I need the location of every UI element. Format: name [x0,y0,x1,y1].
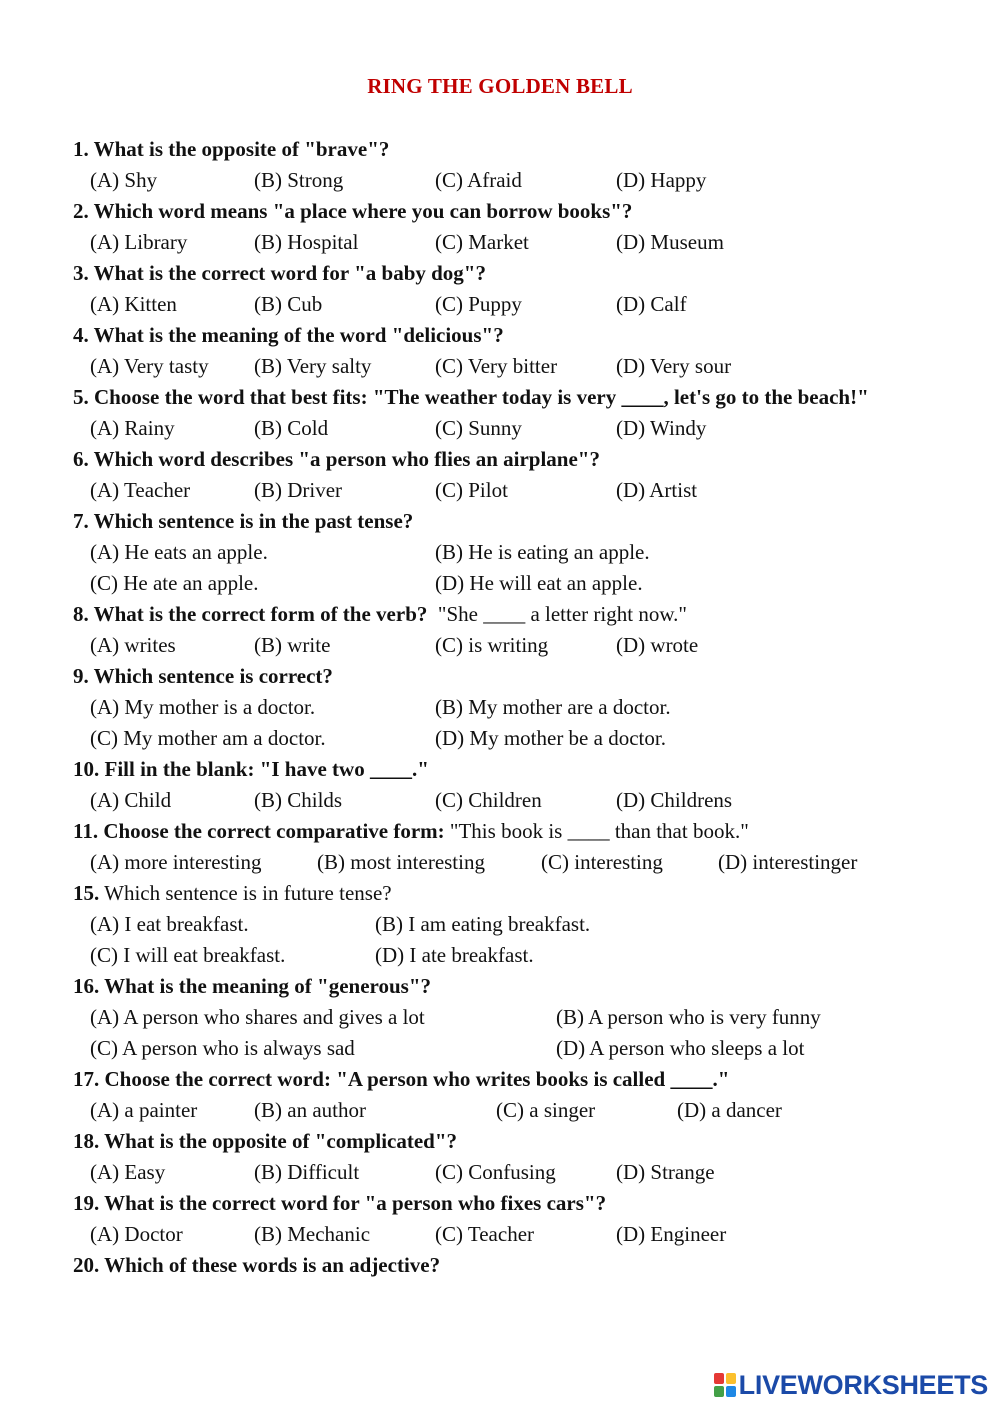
option: (D) Windy [616,416,707,440]
option: (D) wrote [616,633,699,657]
options-row-4 [73,351,933,382]
option: (B) an author [254,1098,366,1122]
option: (D) My mother be a doctor. [435,726,666,750]
option: (A) writes [90,633,176,657]
option: (C) Children [435,788,542,812]
option: (B) Mechanic [254,1222,371,1246]
worksheet-title: RING THE GOLDEN BELL [367,74,633,98]
options-row-3 [73,289,933,320]
option: (A) Teacher [90,478,191,502]
option: (A) Library [90,230,188,254]
option: (A) My mother is a doctor. [90,695,316,719]
option: (C) I will eat breakfast. [90,943,286,967]
option: (A) Kitten [90,292,177,316]
option: (B) Driver [254,478,343,502]
question-3: 3. What is the correct word for "a baby dog"? [73,261,486,285]
liveworksheets-logo [714,1369,988,1401]
question-1: 1. What is the opposite of "brave"? [73,137,390,161]
option: (A) Shy [90,168,158,192]
options-row-11 [73,847,933,878]
option: (B) Hospital [254,230,359,254]
option: (C) He ate an apple. [90,571,259,595]
question-8-plain: "She ____ a letter right now." [427,602,687,626]
question-6: 6. Which word describes "a person who flies an airplane"? [73,447,600,471]
question-15-bold: 15. [73,881,100,905]
option: (B) Strong [254,168,344,192]
options-row-19 [73,1219,933,1250]
option: (C) A person who is always sad [90,1036,355,1060]
question-17: 17. Choose the correct word: "A person who writes books is called ____." [73,1067,730,1091]
option: (D) Happy [616,168,707,192]
options-row-15a [73,909,933,940]
question-11-bold: 11. Choose the correct comparative form: [73,819,445,843]
question-9: 9. Which sentence is correct? [73,664,333,688]
option: (B) My mother are a doctor. [435,695,671,719]
option: (A) a painter [90,1098,198,1122]
options-row-8 [73,630,933,661]
logo-blocks-icon [714,1373,736,1397]
options-row-1 [73,165,933,196]
question-11 [73,816,933,847]
question-15 [73,878,933,909]
question-4: 4. What is the meaning of the word "delicious"? [73,323,504,347]
question-2: 2. Which word means "a place where you can borrow books"? [73,199,633,223]
options-row-16a [73,1002,933,1033]
option: (C) a singer [496,1098,596,1122]
options-row-9b [73,723,933,754]
option: (D) He will eat an apple. [435,571,643,595]
option: (C) Pilot [435,478,508,502]
options-row-17 [73,1095,933,1126]
option: (B) A person who is very funny [556,1005,821,1029]
logo-block [714,1373,724,1384]
option: (C) Very bitter [435,354,558,378]
options-row-2 [73,227,933,258]
question-8 [73,599,933,630]
option: (D) Strange [616,1160,715,1184]
option: (D) Very sour [616,354,732,378]
option: (A) Rainy [90,416,175,440]
question-10: 10. Fill in the blank: "I have two ____." [73,757,429,781]
options-row-9a [73,692,933,723]
question-18: 18. What is the opposite of "complicated"? [73,1129,458,1153]
option: (A) He eats an apple. [90,540,268,564]
question-list [73,134,933,1281]
options-row-16b [73,1033,933,1064]
question-19: 19. What is the correct word for "a person who fixes cars"? [73,1191,607,1215]
question-20: 20. Which of these words is an adjective? [73,1253,441,1277]
question-5: 5. Choose the word that best fits: "The weather today is very ____, let's go to the beach!" [73,385,869,409]
option: (B) He is eating an apple. [435,540,650,564]
option: (B) Childs [254,788,343,812]
options-row-15b [73,940,933,971]
option: (C) Market [435,230,529,254]
logo-block [726,1373,736,1384]
logo-block [714,1386,724,1397]
option: (B) Difficult [254,1160,360,1184]
option: (C) is writing [435,633,549,657]
option: (B) Cub [254,292,323,316]
option: (D) Childrens [616,788,733,812]
question-8-bold: 8. What is the correct form of the verb? [73,602,428,626]
question-16: 16. What is the meaning of "generous"? [73,974,431,998]
option: (D) Engineer [616,1222,727,1246]
question-7: 7. Which sentence is in the past tense? [73,509,414,533]
option: (A) Easy [90,1160,166,1184]
option: (D) a dancer [677,1098,782,1122]
option: (B) I am eating breakfast. [375,912,591,936]
option: (D) interestinger [718,850,858,874]
option: (D) Museum [616,230,724,254]
question-11-plain: "This book is ____ than that book." [444,819,749,843]
option: (B) Very salty [254,354,372,378]
question-15-plain: Which sentence is in future tense? [99,881,392,905]
logo-block [726,1386,736,1397]
option: (C) My mother am a doctor. [90,726,326,750]
logo-text: LIVEWORKSHEETS [738,1369,988,1400]
option: (C) Sunny [435,416,522,440]
option: (A) A person who shares and gives a lot [90,1005,425,1029]
options-row-7b [73,568,933,599]
option: (C) Afraid [435,168,522,192]
option: (B) write [254,633,331,657]
option: (A) Child [90,788,172,812]
options-row-7a [73,537,933,568]
option: (C) Puppy [435,292,522,316]
option: (B) most interesting [317,850,485,874]
option: (A) more interesting [90,850,262,874]
option: (D) Calf [616,292,687,316]
options-row-5 [73,413,933,444]
option: (A) I eat breakfast. [90,912,249,936]
options-row-10 [73,785,933,816]
option: (D) A person who sleeps a lot [556,1036,805,1060]
option: (A) Very tasty [90,354,209,378]
option: (D) Artist [616,478,698,502]
options-row-6 [73,475,933,506]
option: (A) Doctor [90,1222,183,1246]
option: (C) Confusing [435,1160,556,1184]
options-row-18 [73,1157,933,1188]
option: (B) Cold [254,416,329,440]
option: (C) interesting [541,850,663,874]
option: (D) I ate breakfast. [375,943,534,967]
option: (C) Teacher [435,1222,535,1246]
